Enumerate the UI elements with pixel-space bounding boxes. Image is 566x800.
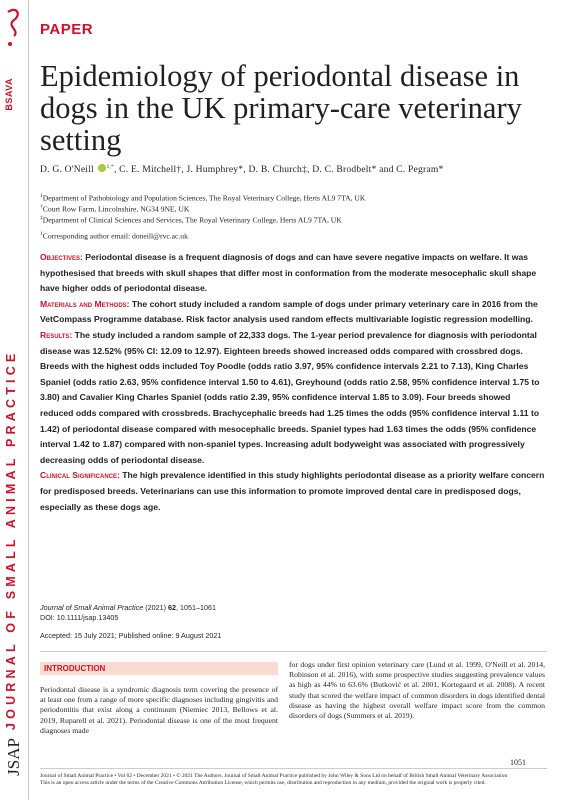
author-list	[40, 164, 550, 175]
corresponding-author: $^1$Corresponding author email: doneill@rvc.ac.uk	[40, 231, 188, 241]
section-heading-introduction: INTRODUCTION	[40, 662, 278, 675]
abstract-methods-heading: Materials and Methods:	[40, 298, 130, 309]
intro-text-left: Periodontal disease is a syndromic diagnosis term covering the presence of at least one from a range of more specific diagnoses including gingivitis and periodontitis that exist along a continuum (Niemiec 2013, Bellows et al. 2019, Ruparell et al. 2021). Periodontal disease is one of the most frequent diagnoses made	[40, 685, 278, 735]
divider	[40, 651, 547, 652]
citation: Journal of Small Animal Practice (2021) 62, 1051–1061 DOI: 10.1111/jsap.13405	[40, 603, 216, 622]
corresponding-email[interactable]: Corresponding author email: doneill@rvc.ac.uk	[42, 231, 188, 241]
footer-copyright: Journal of Small Animal Practice • Vol 62 • December 2021 • © 2021 The Authors. Journal of Small Animal Practice published by John Wiley & Sons Ltd on behalf of British Small Animal Veterinary Association	[40, 773, 508, 779]
journal-spine	[0, 0, 32, 800]
abstract-results: Results: The study included a random sample of 22,333 dogs. The 1-year period prevalence for diagnosis with periodontal disease was 12.52% (95% CI: 12.09 to 12.97). Eighteen breeds showed increased odds compared with crossbred dogs. Breeds with the highest odds included Toy Poodle (odds ratio 3.97, 95% confidence intervals 2.21 to 7.13), King Charles Spaniel (odds ratio 2.63, 95% confidence interval 1.50 to 4.61), Greyhound (odds ratio 2.58, 95% confidence interval 1.75 to 3.80) and Cavalier King Charles Spaniel (odds ratio 2.39, 95% confidence interval 1.85 to 3.09). Four breeds showed reduced odds compared with crossbreds. Brachycephalic breeds had 1.25 times the odds (95% confidence interval 1.11 to 1.42) of periodontal disease compared with mesocephalic breeds. Spaniel types had 1.63 times the odds (95% confidence interval 1.42 to 1.87) compared with non-spaniel types. Increasing adult bodyweight was associated with progressively decreasing odds of periodontal disease.	[40, 329, 540, 465]
affiliation: †Court Row Farm, Lincolnshire, NG34 9NE, UK	[40, 204, 190, 214]
bsava-logo-text: BSAVA	[4, 78, 14, 111]
abstract-objectives-heading: Objectives:	[40, 252, 83, 262]
spine-jsap: JSAP	[4, 738, 23, 776]
abstract-significance: Clinical Significance: The high prevalence identified in this study highlights periodontal disease as a priority welfare concern for predisposed breeds. Veterinarians can use this information to promote improved dental care in predisposed dogs, especially as these dogs age.	[40, 470, 545, 512]
publication-dates: Accepted: 15 July 2021; Published online: 9 August 2021	[40, 631, 222, 640]
author-first-sup: 1,*	[106, 164, 114, 170]
article-type-label: PAPER	[40, 21, 94, 38]
page-number: 1051	[510, 758, 526, 767]
author-rest: , C. E. Mitchell†, J. Humphrey*, D. B. Church‡, D. C. Brodbelt* and C. Pegram*	[113, 164, 444, 176]
affiliation: ‡Department of Clinical Sciences and Services, The Royal Veterinary College, Herts AL9 7TA, UK	[40, 215, 342, 225]
abstract-methods: Materials and Methods: The cohort study included a random sample of dogs under primary veterinary care in 2016 from the VetCompass Programme database. Risk factor analysis used random effects multivariable logistic regression modelling.	[40, 298, 538, 325]
orcid-icon[interactable]	[98, 164, 106, 172]
bsava-logo-icon	[2, 4, 26, 76]
footer	[40, 773, 547, 788]
abstract-results-heading: Results:	[40, 329, 73, 340]
footer-license: This is an open access article under the terms of the Creative Commons Attribution License, which permits use, distribution and reproduction in any medium, provided the original work is properly cited.	[40, 780, 486, 787]
abstract-significance-heading: Clinical Significance:	[40, 470, 120, 481]
abstract-objectives: Objectives: Periodontal disease is a frequent diagnosis of dogs and can have severe negative impacts on welfare. It was hypothesised that breeds with skull shapes that differ most in conformation from the moderate mesocephalic skull shape have higher odds of periodontal disease.	[40, 252, 537, 294]
affiliation: $^1$Department of Pathobiology and Population Sciences, The Royal Veterinary College, Herts AL9 7TA, UK	[40, 193, 366, 203]
abstract	[40, 250, 545, 515]
doi-link[interactable]: DOI: 10.1111/jsap.13405	[40, 613, 119, 622]
spine-journal-title: JOURNAL OF SMALL ANIMAL PRACTICE	[4, 349, 18, 730]
article-title: Epidemiology of periodontal disease in dogs in the UK primary-care veterinary setting	[40, 59, 522, 157]
spine-rule	[28, 0, 29, 800]
footer-divider	[40, 768, 547, 769]
intro-text-right: for dogs under first opinion veterinary care (Lund et al. 1999, O'Neill et al. 2014, Robinson et al. 2016), with some prospective studies suggesting prevalence values as high as 44% to 63.6% (Butković et al. 2001, Kortegaard et al. 2008). A recent study that scored the welfare impact of common disorders in dogs identified dental disease as having the highest overall welfare impact score from the common disorders of dogs (Summers et al. 2019).	[289, 660, 545, 721]
author-first: D. G. O'Neill	[40, 164, 94, 176]
